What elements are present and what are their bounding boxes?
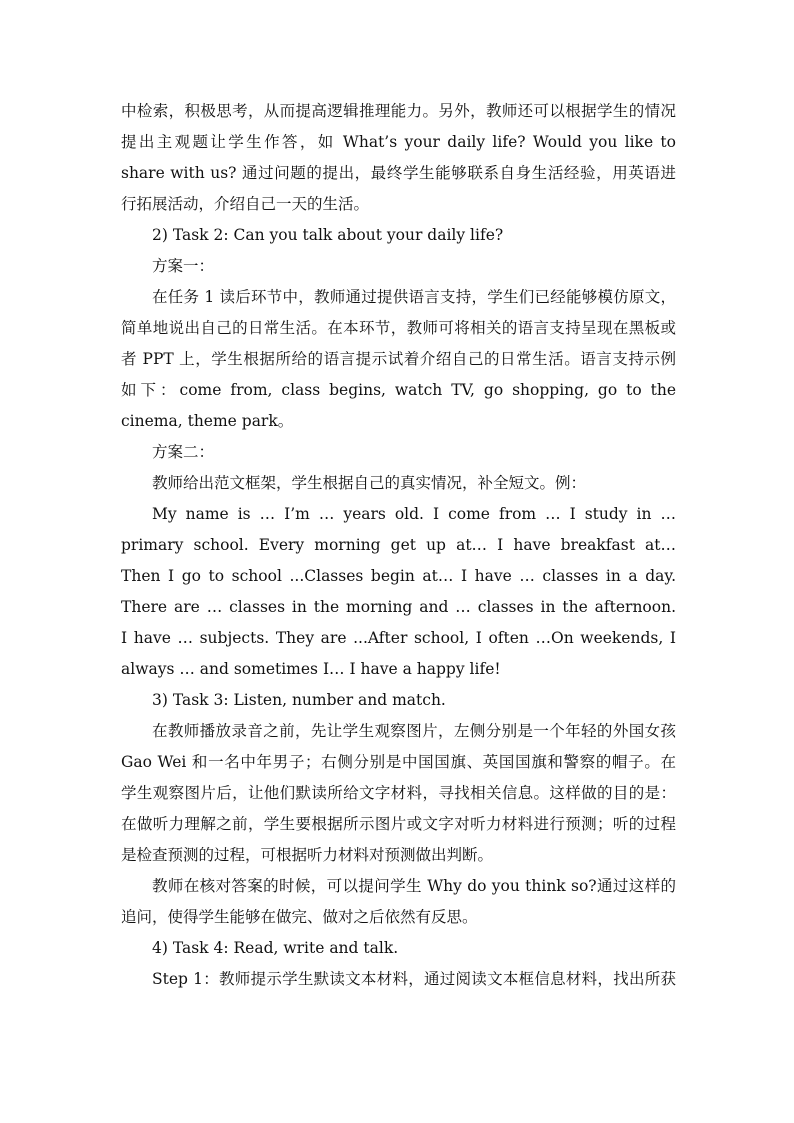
text-line-7: 在任务 1 读后环节中，教师通过提供语言支持，学生们已经能够模仿原文， (152, 288, 676, 306)
text-line-11: cinema, theme park。 (121, 412, 294, 430)
text-line-8: 简单地说出自己的日常生活。在本环节，教师可将相关的语言支持呈现在黑板或 (121, 319, 676, 337)
sample-text-line-4: There are … classes in the morning and … classes in the afternoon. (121, 598, 676, 616)
sample-text-line-1: My name is … I’m … years old. I come from … I study in … (152, 505, 676, 523)
text-line-2: 提出主观题让学生作答，如 What’s your daily life? Would you like to (121, 133, 676, 151)
task-3-heading: 3) Task 3: Listen, number and match. (152, 691, 446, 709)
text-line-23: 学生观察图片后，让他们默读所给文字材料，寻找相关信息。这样做的目的是： (121, 784, 676, 802)
text-line-22: Gao Wei 和一名中年男子；右侧分别是中国国旗、英国国旗和警察的帽子。在 (121, 753, 676, 771)
sample-text-line-2: primary school. Every morning get up at… I have breakfast at… (121, 536, 676, 554)
text-line-29: Step 1：教师提示学生默读文本材料，通过阅读文本框信息材料，找出所获 (152, 970, 676, 988)
task-4-heading: 4) Task 4: Read, write and talk. (152, 939, 399, 957)
option-one-label: 方案一： (152, 257, 215, 275)
text-line-13: 教师给出范文框架，学生根据自己的真实情况，补全短文。例： (152, 474, 587, 492)
text-line-3: share with us? 通过问题的提出，最终学生能够联系自身生活经验，用英语进 (121, 164, 676, 182)
text-line-27: 追问，使得学生能够在做完、做对之后依然有反思。 (121, 908, 478, 926)
text-line-24: 在做听力理解之前，学生要根据所示图片或文字对听力材料进行预测；听的过程 (121, 815, 676, 833)
text-line-9: 者 PPT 上，学生根据所给的语言提示试着介绍自己的日常生活。语言支持示例 (121, 350, 676, 368)
document-body (121, 96, 676, 995)
text-line-21: 在教师播放录音之前，先让学生观察图片，左侧分别是一个年轻的外国女孩 (152, 722, 676, 740)
text-line-26: 教师在核对答案的时候，可以提问学生 Why do you think so?通过这样的 (152, 877, 676, 895)
text-line-4: 行拓展活动，介绍自己一天的生活。 (121, 195, 370, 213)
task-2-heading: 2) Task 2: Can you talk about your daily life? (152, 226, 504, 244)
sample-text-line-3: Then I go to school ...Classes begin at… I have … classes in a day. (121, 567, 676, 585)
sample-text-line-5: I have … subjects. They are ...After school, I often …On weekends, I (121, 629, 676, 647)
text-line-1: 中检索，积极思考，从而提高逻辑推理能力。另外，教师还可以根据学生的情况 (121, 102, 676, 120)
option-two-label: 方案二： (152, 443, 215, 461)
text-line-25: 是检查预测的过程，可根据听力材料对预测做出判断。 (121, 846, 494, 864)
sample-text-line-6: always … and sometimes I… I have a happy life! (121, 660, 501, 678)
text-line-10: 如下：come from, class begins, watch TV, go shopping, go to the (121, 381, 676, 399)
